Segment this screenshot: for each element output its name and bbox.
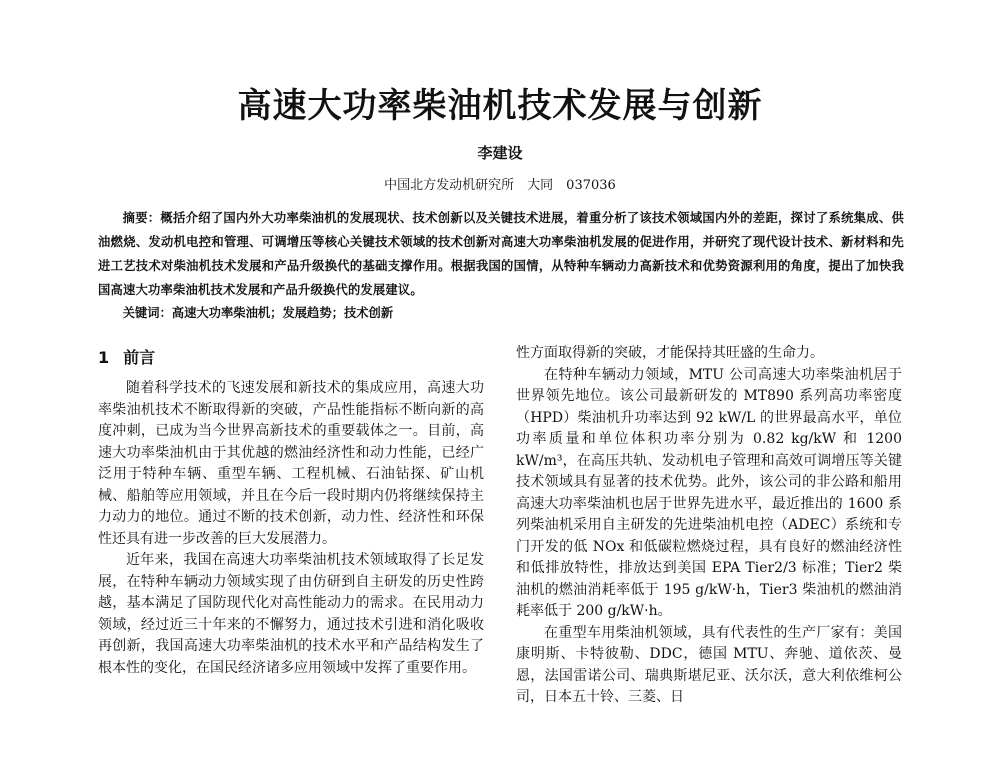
paper-title: 高速大功率柴油机技术发展与创新 [237, 86, 763, 126]
body-paragraph-continuation: 性方面取得新的突破，才能保持其旺盛的生命力。 [516, 345, 824, 361]
author-name: 李建设 [477, 144, 523, 162]
abstract: 摘要：概括介绍了国内外大功率柴油机的发展现状、技术创新以及关键技术进展，着重分析了该技术领域国内外的差距，探讨了系统集成、供油燃烧、发动机电控和管理、可调增压等核心关键技术领域的技术创新对高速大功率柴油机发展的促进作用，并研究了现代设计技术、新材料和先进工艺技术对柴油机技术发展和产品升级换代的基础支撑作用。根据我国的国情，从特种车辆动力高新技术和优势资源利用的角度，提出了加快我国高速大功率柴油机技术发展和产品升级换代的发展建议。 [98, 210, 904, 297]
author-affiliation: 中国北方发动机研究所 大同 037036 [384, 178, 616, 193]
keywords: 关键词：高速大功率柴油机；发展趋势；技术创新 [122, 305, 394, 320]
section-heading [98, 346, 484, 370]
body-paragraph: 近年来，我国在高速大功率柴油机技术领域取得了长足发展，在特种车辆动力领域实现了由仿研到自主研发的历史性跨越，基本满足了国防现代化对高性能动力的需求。在民用动力领域，经过近三十年来的不懈努力，通过技术引进和消化吸收再创新，我国高速大功率柴油机的技术水平和产品结构发生了根本性的变化，在国民经济诸多应用领域中发挥了重要作用。 [98, 552, 484, 676]
section-title: 前言 [123, 348, 156, 367]
body-paragraph: 随着科学技术的飞速发展和新技术的集成应用，高速大功率柴油机技术不断取得新的突破，产品性能指标不断向新的高度冲刺，已成为当今世界高新技术的重要载体之一。目前，高速大功率柴油机由于其优越的燃油经济性和动力性能，已经广泛用于特种车辆、重型车辆、工程机械、石油钻探、矿山机械、船舶等应用领域，并且在今后一段时期内仍将继续保持主力动力的地位。通过不断的技术创新，动力性、经济性和环保性还具有进一步改善的巨大发展潜力。 [98, 380, 484, 547]
right-column [516, 343, 902, 709]
section-number: 1 [98, 348, 110, 367]
body-paragraph: 在重型车用柴油机领域，具有代表性的生产厂家有：美国康明斯、卡特彼勒、DDC，德国 MTU、奔驰、道依茨、曼恩，法国雷诺公司、瑞典斯堪尼亚、沃尔沃，意大利依维柯公司，日本五十铃、三菱、日 [516, 624, 902, 705]
body-paragraph: 在特种车辆动力领域，MTU 公司高速大功率柴油机居于世界领先地位。该公司最新研发的 MT890 系列高功率密度（HPD）柴油机升功率达到 92 kW/L 的世界最高水平，单位功率质量和单位体积功率分别为 0.82 kg/kW 和 1200 kW/m³，在高压共轨、发动机电子管理和高效可调增压等关键技术领域具有显著的技术优势。此外，该公司的非公路和船用高速大功率柴油机也居于世界先进水平，最近推出的 1600 系列柴油机采用自主研发的先进柴油机电控（ADEC）系统和专门开发的低 NOx 和低碳粒燃烧过程，具有良好的燃油经济性和低排放特性，排放达到美国 EPA Tier2/3 标准；Tier2 柴油机的燃油消耗率低于 195 g/kW·h，Tier3 柴油机的燃油消耗率低于 200 g/kW·h。 [516, 366, 902, 619]
left-column [98, 346, 484, 679]
